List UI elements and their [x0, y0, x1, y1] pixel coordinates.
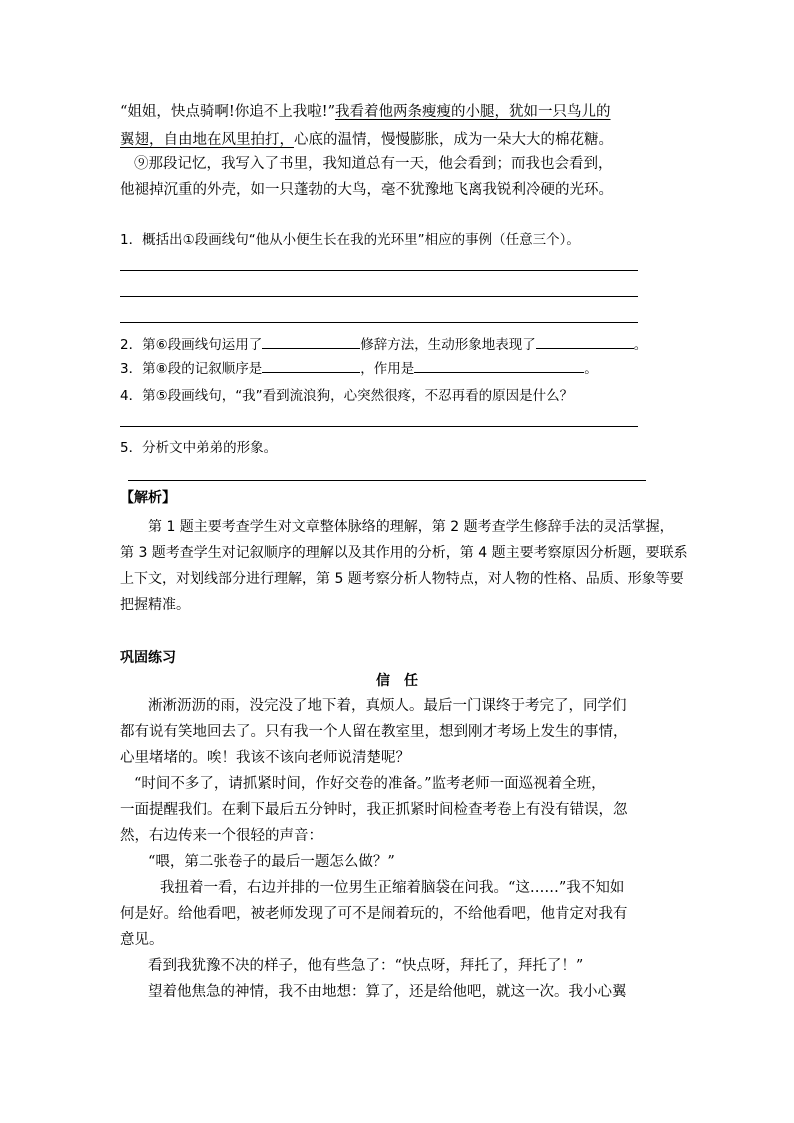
section-heading: 巩固练习 [120, 650, 176, 666]
underlined-sentence: 我看着他两条瘦瘦的小腿，犹如一只鸟儿的 [334, 104, 611, 120]
analysis-line: 第 1 题主要考查学生对文章整体脉络的理解，第 2 题考查学生修辞手法的灵活掌握， [148, 519, 674, 535]
passage-line [120, 130, 613, 150]
question-5: 5．分析文中弟弟的形象。 [120, 440, 278, 456]
analysis-heading: 【解析】 [120, 490, 176, 506]
passage-line: 他褪掉沉重的外壳，如一只蓬勃的大鸟，毫不犹豫地飞离我锐利冷硬的光环。 [120, 182, 613, 198]
question-text: 修辞方法，生动形象地表现了 [360, 337, 536, 353]
passage-line [120, 102, 610, 122]
article-line: 何是好。给他看吧，被老师发现了可不是闹着玩的，不给他看吧，他肯定对我有 [120, 906, 628, 922]
article-line: 看到我犹豫不决的样子，他有些急了：“快点呀，拜托了，拜托了！” [148, 958, 584, 974]
question-3 [120, 358, 598, 379]
answer-blank[interactable] [262, 334, 360, 349]
question-text: 。 [584, 361, 598, 377]
article-line: 都有说有笑地回去了。只有我一个人留在教室里，想到刚才考场上发生的事情， [120, 724, 628, 740]
article-title: 信 任 [376, 673, 418, 689]
article-line: “时间不多了，请抓紧时间，作好交卷的准备。”监考老师一面巡视着全班， [134, 776, 606, 792]
answer-line[interactable] [120, 426, 638, 427]
article-line: 我扭着一看，右边并排的一位男生正缩着脑袋在问我。“这……”我不知如 [160, 880, 625, 896]
question-text: 3．第⑧段的记叙顺序是 [120, 361, 263, 377]
answer-line[interactable] [120, 322, 638, 323]
answer-line[interactable] [128, 480, 646, 481]
article-line: 然，右边传来一个很轻的声音： [120, 828, 323, 844]
article-line: 意见。 [120, 932, 164, 948]
answer-blank[interactable] [536, 334, 634, 349]
passage-text: 心底的温情，慢慢膨胀，成为一朵大大的棉花糖。 [294, 132, 613, 148]
article-line: “喂，第二张卷子的最后一题怎么做？” [148, 854, 395, 870]
article-line: 一面提醒我们。在剩下最后五分钟时，我正抓紧时间检查考卷上有没有错误，忽 [120, 802, 628, 818]
question-text: 。 [633, 337, 648, 353]
answer-line[interactable] [120, 296, 638, 297]
analysis-line: 上下文，对划线部分进行理解，第 5 题考察分析人物特点，对人物的性格、品质、形象等要 [120, 571, 684, 587]
analysis-line: 把握精准。 [120, 597, 190, 613]
question-1: 1．概括出①段画线句“他从小便生长在我的光环里”相应的事例（任意三个）。 [120, 232, 580, 248]
answer-blank[interactable] [414, 358, 584, 373]
analysis-line: 第 3 题考查学生对记叙顺序的理解以及其作用的分析，第 4 题主要考察原因分析题，要联系 [120, 545, 688, 561]
question-4: 4．第⑤段画线句，“我”看到流浪狗，心突然很疼，不忍再看的原因是什么？ [120, 388, 574, 404]
underlined-sentence: 翼翅，自由地在风里拍打， [120, 132, 294, 148]
answer-line[interactable] [120, 270, 638, 271]
question-text: ，作用是 [360, 361, 415, 377]
quote-text: “姐姐，快点骑啊!你追不上我啦!” [120, 104, 335, 120]
article-line: 心里堵堵的。唉！我该不该向老师说清楚呢？ [120, 750, 410, 766]
question-2 [120, 334, 647, 355]
passage-line: ⑨那段记忆，我写入了书里，我知道总有一天，他会看到；而我也会看到， [134, 156, 613, 172]
question-text: 2．第⑥段画线句运用了 [120, 337, 263, 353]
article-line: 望着他焦急的神情，我不由地想：算了，还是给他吧，就这一次。我小心翼 [148, 984, 627, 1000]
answer-blank[interactable] [262, 358, 360, 373]
article-line: 淅淅沥沥的雨，没完没了地下着，真烦人。最后一门课终于考完了，同学们 [148, 698, 627, 714]
